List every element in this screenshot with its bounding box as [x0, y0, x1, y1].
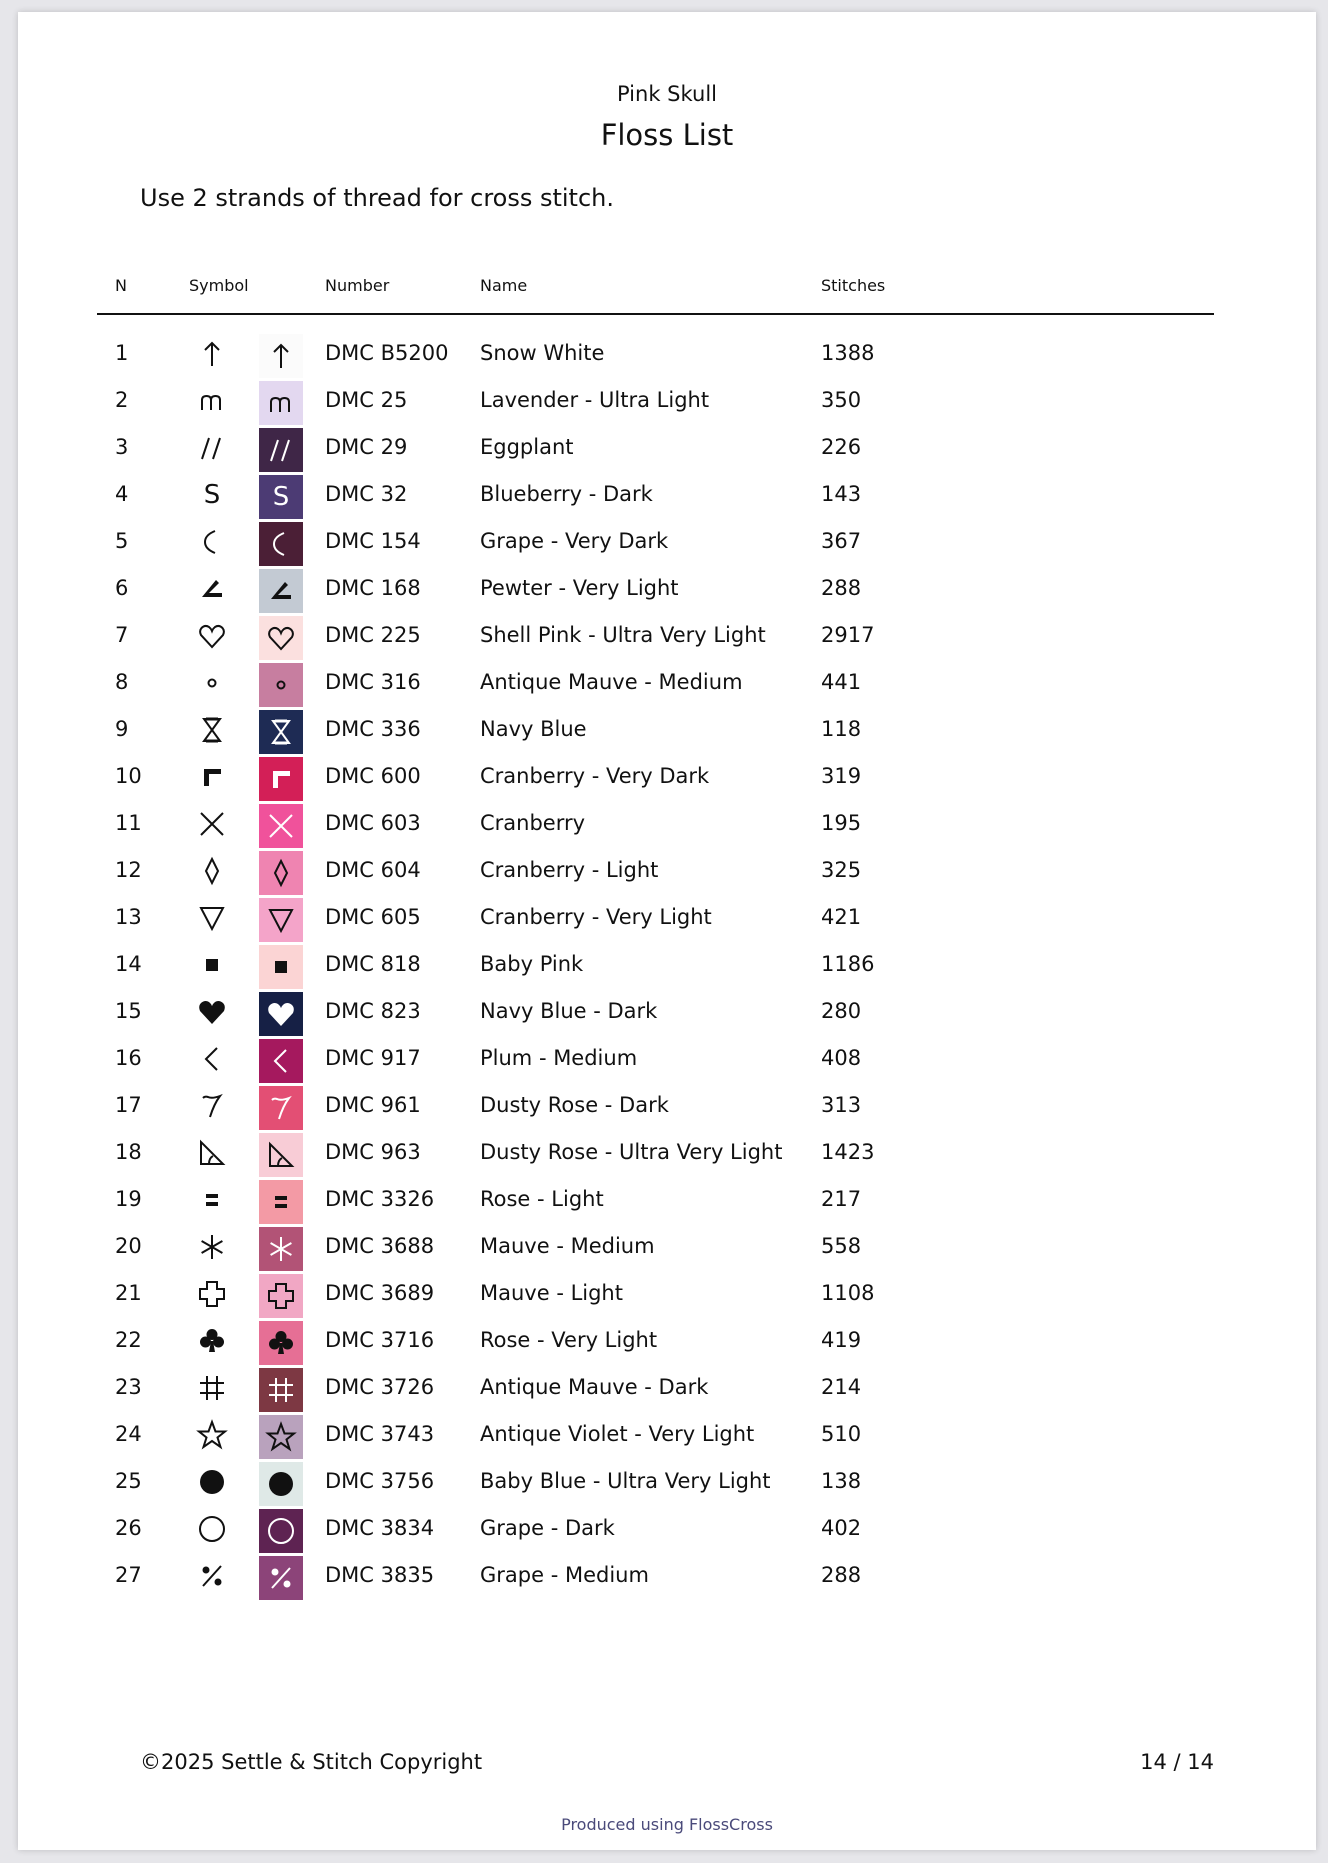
floss-number: DMC 3688: [325, 1234, 435, 1258]
circle-filled-icon: [265, 1468, 297, 1500]
stitch-count: 118: [821, 717, 862, 741]
header-stitches: Stitches: [821, 276, 886, 295]
floss-number: DMC 225: [325, 623, 421, 647]
floss-number: DMC B5200: [325, 341, 449, 365]
row-number: 2: [115, 388, 129, 412]
row-number: 1: [115, 341, 129, 365]
floss-name: Baby Pink: [480, 952, 584, 976]
floss-name: Mauve - Medium: [480, 1234, 655, 1258]
row-number: 22: [115, 1328, 142, 1352]
floss-name: Rose - Light: [480, 1187, 604, 1211]
table-row: [18, 1551, 1316, 1598]
row-number: 14: [115, 952, 142, 976]
square-filled-icon: [265, 951, 297, 983]
stitch-count: 313: [821, 1093, 862, 1117]
row-number: 21: [115, 1281, 142, 1305]
stitch-count: 325: [821, 858, 862, 882]
color-swatch: [259, 616, 303, 660]
row-number: 11: [115, 811, 142, 835]
corner-icon: [265, 763, 297, 795]
row-number: 16: [115, 1046, 142, 1070]
color-swatch: [259, 1368, 303, 1412]
page-title: Floss List: [600, 118, 734, 152]
floss-number: DMC 818: [325, 952, 421, 976]
floss-number: DMC 604: [325, 858, 421, 882]
instructions-text: Use 2 strands of thread for cross stitch.: [140, 184, 614, 212]
floss-number: DMC 3835: [325, 1563, 435, 1587]
m-glyph-icon: [194, 383, 230, 419]
color-swatch: [259, 1227, 303, 1271]
floss-number: DMC 3834: [325, 1516, 435, 1540]
table-row: [18, 799, 1316, 846]
floss-name: Dusty Rose - Dark: [480, 1093, 669, 1117]
right-triangle-icon: [194, 1135, 230, 1171]
stitch-count: 143: [821, 482, 862, 506]
star-outline-icon: [194, 1417, 230, 1453]
floss-number: DMC 917: [325, 1046, 421, 1070]
stitch-count: 1108: [821, 1281, 875, 1305]
floss-number: DMC 3726: [325, 1375, 435, 1399]
wedge-icon: [194, 571, 230, 607]
floss-name: Cranberry - Light: [480, 858, 659, 882]
color-swatch: [259, 1415, 303, 1459]
heart-filled-icon: [265, 998, 297, 1030]
stitch-count: 226: [821, 435, 862, 459]
color-swatch: [259, 898, 303, 942]
floss-name: Rose - Very Light: [480, 1328, 658, 1352]
chevron-left-icon: [265, 1045, 297, 1077]
star-outline-icon: [265, 1421, 297, 1453]
square-filled-icon: [194, 947, 230, 983]
row-number: 25: [115, 1469, 142, 1493]
double-slash-icon: [265, 434, 297, 466]
stitch-count: 1423: [821, 1140, 875, 1164]
floss-number: DMC 168: [325, 576, 421, 600]
stitch-count: 1186: [821, 952, 875, 976]
stitch-count: 558: [821, 1234, 862, 1258]
circle-outline-icon: [265, 1515, 297, 1547]
percent-icon: [194, 1558, 230, 1594]
floss-number: DMC 603: [325, 811, 421, 835]
circle-outline-icon: [194, 1511, 230, 1547]
floss-name: Plum - Medium: [480, 1046, 638, 1070]
hash-icon: [265, 1374, 297, 1406]
table-row: [18, 1316, 1316, 1363]
floss-name: Cranberry: [480, 811, 586, 835]
stitch-count: 367: [821, 529, 862, 553]
color-swatch: [259, 804, 303, 848]
stitch-count: 319: [821, 764, 862, 788]
row-number: 23: [115, 1375, 142, 1399]
club-icon: [194, 1323, 230, 1359]
table-row: [18, 658, 1316, 705]
x-mark-icon: [194, 806, 230, 842]
floss-number: DMC 961: [325, 1093, 421, 1117]
stitch-count: 350: [821, 388, 862, 412]
color-swatch: [259, 1556, 303, 1600]
floss-name: Antique Mauve - Dark: [480, 1375, 709, 1399]
floss-number: DMC 605: [325, 905, 421, 929]
arrow-up-icon: [265, 340, 297, 372]
row-number: 24: [115, 1422, 142, 1446]
svg-text:S: S: [203, 480, 221, 510]
floss-number: DMC 3756: [325, 1469, 435, 1493]
row-number: 7: [115, 623, 129, 647]
stitch-count: 402: [821, 1516, 862, 1540]
club-icon: [265, 1327, 297, 1359]
floss-number: DMC 154: [325, 529, 421, 553]
stitch-count: 510: [821, 1422, 862, 1446]
s-glyph-icon: [265, 481, 297, 513]
equals-icon: [265, 1186, 297, 1218]
color-swatch: [259, 1039, 303, 1083]
hourglass-icon: [265, 716, 297, 748]
small-circle-icon: [194, 665, 230, 701]
floss-name: Dusty Rose - Ultra Very Light: [480, 1140, 783, 1164]
header-n: N: [115, 276, 127, 295]
row-number: 27: [115, 1563, 142, 1587]
floss-number: DMC 3743: [325, 1422, 435, 1446]
pattern-name: Pink Skull: [616, 82, 717, 106]
floss-name: Lavender - Ultra Light: [480, 388, 710, 412]
hash-icon: [194, 1370, 230, 1406]
floss-number: DMC 32: [325, 482, 408, 506]
color-swatch: [259, 569, 303, 613]
table-row: [18, 987, 1316, 1034]
table-row: [18, 1410, 1316, 1457]
color-swatch: [259, 428, 303, 472]
floss-list-page: [18, 12, 1316, 1850]
floss-name: Blueberry - Dark: [480, 482, 653, 506]
color-swatch: [259, 1274, 303, 1318]
row-number: 15: [115, 999, 142, 1023]
color-swatch: [259, 663, 303, 707]
floss-name: Pewter - Very Light: [480, 576, 679, 600]
row-number: 20: [115, 1234, 142, 1258]
row-number: 10: [115, 764, 142, 788]
floss-name: Grape - Medium: [480, 1563, 649, 1587]
stitch-count: 138: [821, 1469, 862, 1493]
hourglass-icon: [194, 712, 230, 748]
heart-outline-icon: [265, 622, 297, 654]
row-number: 13: [115, 905, 142, 929]
table-row: [18, 940, 1316, 987]
row-number: 5: [115, 529, 129, 553]
table-row: [18, 1222, 1316, 1269]
floss-number: DMC 3689: [325, 1281, 435, 1305]
cross-outline-icon: [194, 1276, 230, 1312]
floss-number: DMC 29: [325, 435, 408, 459]
table-row: [18, 1269, 1316, 1316]
table-row: [18, 1457, 1316, 1504]
s-glyph-icon: [194, 477, 230, 513]
right-triangle-icon: [265, 1139, 297, 1171]
crescent-icon: [194, 524, 230, 560]
table-row: [18, 1128, 1316, 1175]
heart-filled-icon: [194, 994, 230, 1030]
color-swatch: [259, 1133, 303, 1177]
floss-name: Antique Violet - Very Light: [480, 1422, 755, 1446]
floss-name: Mauve - Light: [480, 1281, 623, 1305]
table-row: [18, 564, 1316, 611]
table-row: [18, 846, 1316, 893]
stitch-count: 2917: [821, 623, 875, 647]
seven-glyph-icon: [194, 1088, 230, 1124]
row-number: 17: [115, 1093, 142, 1117]
floss-number: DMC 823: [325, 999, 421, 1023]
color-swatch: [259, 1321, 303, 1365]
floss-number: DMC 25: [325, 388, 408, 412]
table-row: [18, 1504, 1316, 1551]
color-swatch: [259, 522, 303, 566]
floss-name: Cranberry - Very Light: [480, 905, 712, 929]
m-glyph-icon: [265, 387, 297, 419]
floss-number: DMC 316: [325, 670, 421, 694]
floss-name: Eggplant: [480, 435, 574, 459]
color-swatch: [259, 757, 303, 801]
stitch-count: 1388: [821, 341, 875, 365]
color-swatch: [259, 710, 303, 754]
stitch-count: 288: [821, 1563, 862, 1587]
floss-number: DMC 963: [325, 1140, 421, 1164]
color-swatch: [259, 1462, 303, 1506]
header-divider: [97, 313, 1214, 315]
color-swatch: [259, 1086, 303, 1130]
stitch-count: 214: [821, 1375, 862, 1399]
table-row: [18, 752, 1316, 799]
table-row: [18, 1081, 1316, 1128]
floss-name: Baby Blue - Ultra Very Light: [480, 1469, 771, 1493]
table-row: [18, 376, 1316, 423]
row-number: 12: [115, 858, 142, 882]
floss-table: [18, 329, 1316, 1598]
row-number: 6: [115, 576, 129, 600]
percent-icon: [265, 1562, 297, 1594]
table-row: [18, 1363, 1316, 1410]
row-number: 18: [115, 1140, 142, 1164]
floss-name: Snow White: [480, 341, 605, 365]
row-number: 19: [115, 1187, 142, 1211]
stitch-count: 421: [821, 905, 862, 929]
floss-number: DMC 3326: [325, 1187, 435, 1211]
svg-text:S: S: [272, 482, 290, 512]
asterisk-icon: [265, 1233, 297, 1265]
diamond-icon: [265, 857, 297, 889]
equals-icon: [194, 1182, 230, 1218]
floss-number: DMC 3716: [325, 1328, 435, 1352]
color-swatch: [259, 851, 303, 895]
color-swatch: [259, 1509, 303, 1553]
color-swatch: [259, 945, 303, 989]
triangle-down-icon: [194, 900, 230, 936]
produced-by-text: Produced using FlossCross: [561, 1815, 773, 1834]
stitch-count: 408: [821, 1046, 862, 1070]
corner-icon: [194, 759, 230, 795]
floss-name: Shell Pink - Ultra Very Light: [480, 623, 766, 647]
diamond-icon: [194, 853, 230, 889]
row-number: 9: [115, 717, 129, 741]
copyright-text: ©2025 Settle & Stitch Copyright: [140, 1750, 483, 1774]
color-swatch: [259, 992, 303, 1036]
stitch-count: 195: [821, 811, 862, 835]
double-slash-icon: [194, 430, 230, 466]
arrow-up-icon: [194, 336, 230, 372]
table-row: [18, 705, 1316, 752]
stitch-count: 419: [821, 1328, 862, 1352]
floss-name: Navy Blue: [480, 717, 587, 741]
table-header: [18, 276, 1316, 300]
table-row: [18, 470, 1316, 517]
wedge-icon: [265, 575, 297, 607]
floss-name: Navy Blue - Dark: [480, 999, 658, 1023]
crescent-icon: [265, 528, 297, 560]
small-circle-icon: [265, 669, 297, 701]
x-mark-icon: [265, 810, 297, 842]
heart-outline-icon: [194, 618, 230, 654]
table-row: [18, 1034, 1316, 1081]
floss-name: Antique Mauve - Medium: [480, 670, 743, 694]
floss-number: DMC 600: [325, 764, 421, 788]
row-number: 26: [115, 1516, 142, 1540]
color-swatch: [259, 334, 303, 378]
table-row: [18, 517, 1316, 564]
table-row: [18, 423, 1316, 470]
table-row: [18, 893, 1316, 940]
row-number: 3: [115, 435, 129, 459]
color-swatch: [259, 381, 303, 425]
floss-name: Grape - Very Dark: [480, 529, 669, 553]
row-number: 8: [115, 670, 129, 694]
stitch-count: 280: [821, 999, 862, 1023]
floss-name: Cranberry - Very Dark: [480, 764, 710, 788]
table-row: [18, 611, 1316, 658]
color-swatch: [259, 1180, 303, 1224]
stitch-count: 288: [821, 576, 862, 600]
page-number: 14 / 14: [1140, 1750, 1214, 1774]
triangle-down-icon: [265, 904, 297, 936]
seven-glyph-icon: [265, 1092, 297, 1124]
asterisk-icon: [194, 1229, 230, 1265]
stitch-count: 441: [821, 670, 862, 694]
chevron-left-icon: [194, 1041, 230, 1077]
table-row: [18, 1175, 1316, 1222]
header-name: Name: [480, 276, 528, 295]
row-number: 4: [115, 482, 129, 506]
stitch-count: 217: [821, 1187, 862, 1211]
header-symbol: Symbol: [189, 276, 249, 295]
circle-filled-icon: [194, 1464, 230, 1500]
floss-name: Grape - Dark: [480, 1516, 615, 1540]
floss-number: DMC 336: [325, 717, 421, 741]
table-row: [18, 329, 1316, 376]
header-number: Number: [325, 276, 390, 295]
color-swatch: [259, 475, 303, 519]
cross-outline-icon: [265, 1280, 297, 1312]
